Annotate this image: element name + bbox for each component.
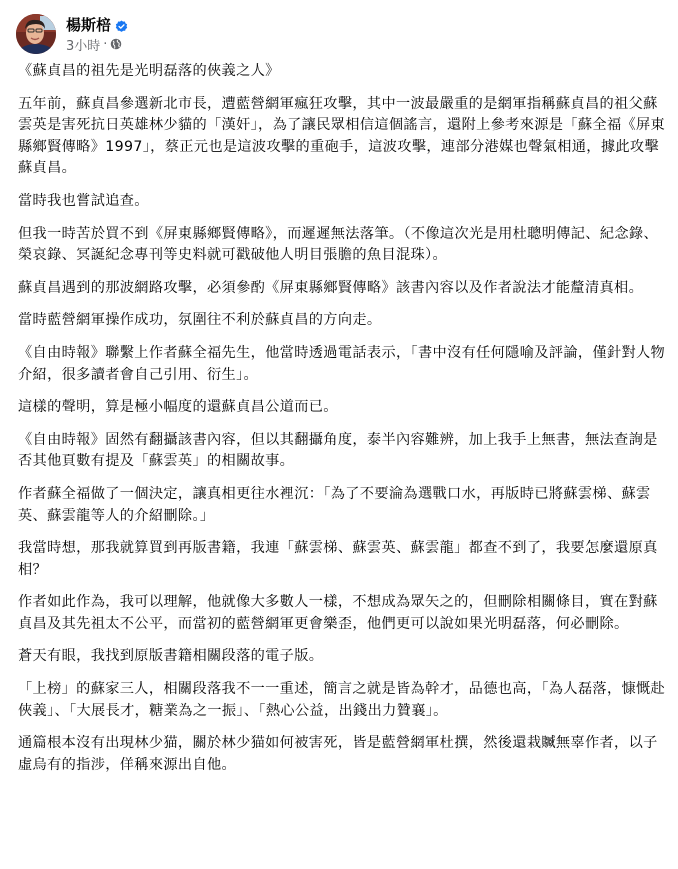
post-paragraph: 蘇貞昌遇到的那波網路攻擊，必須參酌《屏東縣鄉賢傳略》該書內容以及作者說法才能釐清真相。 (18, 279, 644, 296)
post-paragraph: 這樣的聲明，算是極小幅度的還蘇貞昌公道而已。 (18, 399, 338, 416)
post-paragraph: 通篇根本沒有出現林少猫，關於林少猫如何被害死，皆是藍營網軍杜撰，然後還栽贓無辜作者，以子虛烏有的指涉，佯稱來源出自他。 (18, 735, 658, 773)
post-paragraph: 當時我也嘗試追查。 (18, 192, 149, 209)
meta-separator: · (103, 36, 108, 52)
globe-icon[interactable] (110, 38, 122, 50)
post-title-paragraph: 《蘇貞昌的祖先是光明磊落的俠義之人》 (18, 63, 280, 79)
post-paragraph: 「上榜」的蘇家三人，相關段落我不一一重述，簡言之就是皆為幹才，品德也高，「為人磊落，慷慨赴俠義」、「大展長才，糖業為之一振」、「熱心公益，出錢出力贊襄」。 (18, 681, 666, 719)
post-paragraph: 作者如此作為，我可以理解，他就像大多數人一樣，不想成為眾矢之的，但刪除相關條目，實在對蘇貞昌及其先祖太不公平，而當初的藍營網軍更會樂歪，他們更可以說如果光明磊落，何必刪除。 (18, 594, 658, 632)
post-paragraph: 蒼天有眼，我找到原版書籍相關段落的電子版。 (18, 648, 324, 665)
author-line (66, 14, 128, 34)
post-body (18, 61, 668, 787)
author-name[interactable]: 楊斯棓 (66, 15, 112, 34)
post-timestamp[interactable]: 3小時 (66, 38, 101, 54)
verified-badge-icon (115, 18, 128, 31)
author-avatar[interactable] (16, 14, 56, 54)
post-paragraph: 《自由時報》固然有翻攝該書內容，但以其翻攝角度，泰半內容難辨，加上我手上無書，無法查詢是否其他頁數有提及「蘇雲英」的相關故事。 (18, 431, 658, 470)
avatar-photo (16, 14, 56, 54)
post-paragraph: 五年前，蘇貞昌參選新北市長，遭藍營網軍瘋狂攻擊，其中一波最嚴重的是網軍指稱蘇貞昌的祖父蘇雲英是害死抗日英雄林少貓的「漢奸」，為了讓民眾相信這個謠言，還附上參考來源是「蘇全福《屏東縣鄉賢傳略》1997」，蔡正元也是這波攻擊的重砲手，這波攻擊，連部分港媒也聲氣相通，據此攻擊蘇貞昌。 (18, 95, 666, 177)
post-paragraph: 作者蘇全福做了一個決定，讓真相更往水裡沉：「為了不要淪為選戰口水，再版時已將蘇雲梯、蘇雲英、蘇雲龍等人的介紹刪除。」 (18, 485, 651, 524)
post-paragraph: 我當時想，那我就算買到再版書籍，我連「蘇雲梯、蘇雲英、蘇雲龍」都查不到了，我要怎麼還原真相？ (18, 540, 658, 578)
post-paragraph: 但我一時苦於買不到《屏東縣鄉賢傳略》，而遲遲無法落筆。（不像這次光是用杜聰明傳記、紀念錄、榮哀錄、冥誕紀念專刊等史料就可戳破他人明目張膽的魚目混珠）。 (18, 225, 658, 264)
post-paragraph: 當時藍營網軍操作成功，氛圍往不利於蘇貞昌的方向走。 (18, 312, 382, 329)
post-meta (66, 36, 122, 52)
post-paragraph: 《自由時報》聯繫上作者蘇全福先生，他當時透過電話表示，「書中沒有任何隱喻及評論，僅針對人物介紹，很多讀者會自己引用、衍生」。 (18, 344, 666, 383)
post-header (16, 12, 662, 54)
